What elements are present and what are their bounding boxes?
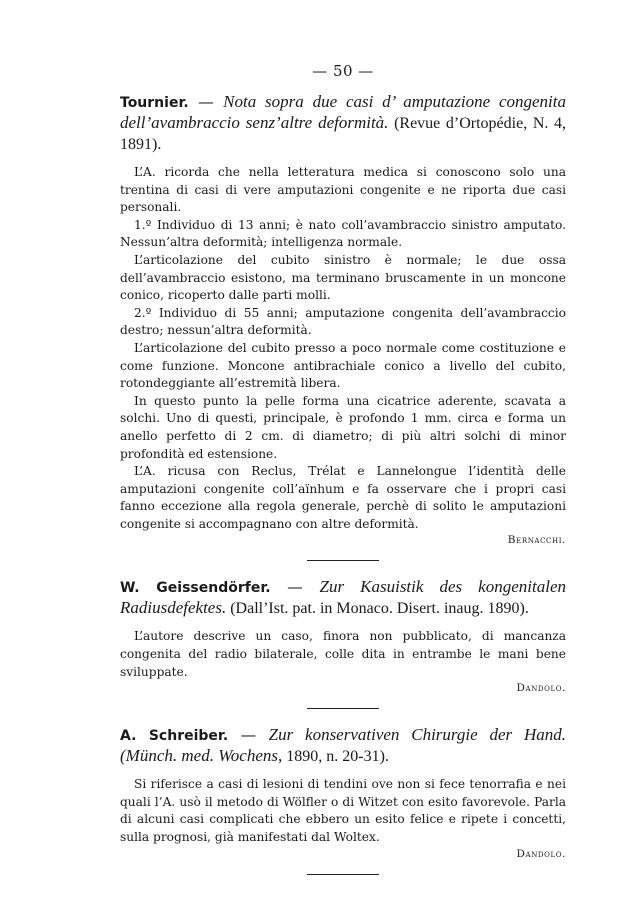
entry-heading <box>120 725 566 767</box>
paragraph: L’A. ricusa con Reclus, Trélat e Lannelongue l’identità delle amputazioni congenite coll’aïnhum e fa osservare che i propri casi fanno eccezione alla regola generale, perchè di solito le amputazioni congenite si accompagnano con altre deformità. <box>120 464 566 531</box>
divider <box>307 708 379 709</box>
entry-body <box>120 776 566 846</box>
review-entry <box>120 92 566 546</box>
reviewer-signature: Dandolo. <box>516 682 566 695</box>
paragraph: L’articolazione del cubito presso a poco normale come costituzione e come funzione. Moncone antibrachiale conico a livello del cubito, rotondeggiante all’estremità libera. <box>120 340 566 391</box>
entry-dash: — <box>228 726 269 745</box>
entry-dash: — <box>270 578 320 597</box>
paragraph: 2.º Individuo di 55 anni; amputazione congenita dell’avambraccio destro; nessun’altra deformità. <box>120 305 566 338</box>
review-entry <box>120 577 566 694</box>
paragraph: In questo punto la pelle forma una cicatrice aderente, scavata a solchi. Uno di questi, principale, è profondo 1 mm. circa e forma un anello perfetto di 2 cm. di diametro; di più altri solchi di minor profondità ed estensione. <box>120 393 566 461</box>
divider <box>307 560 379 561</box>
entry-source: (Dall’Ist. pat. in Monaco. Disert. inaug. 1890). <box>226 600 529 618</box>
paragraph: L’articolazione del cubito sinistro è normale; le due ossa dell’avambraccio esistono, ma terminano bruscamente in un moncone conico, ricoperto dalle parti molli. <box>120 252 566 303</box>
paragraph: L’A. ricorda che nella letteratura medica si conoscono solo una trentina di casi di vere amputazioni congenite e ne riporta due casi personali. <box>120 165 566 215</box>
entry-heading <box>120 92 566 155</box>
reviewer-signature: Dandolo. <box>516 847 566 860</box>
entry-dash: — <box>188 93 224 111</box>
paragraph: L’autore descrive un caso, finora non pubblicato, di mancanza congenita del radio bilaterale, colle dita in entrambe le mani bene sviluppate. <box>120 629 566 679</box>
entry-title: Zur Kasuistik des kongenitalen Radiusdefektes. <box>120 577 566 618</box>
review-entry <box>120 725 566 859</box>
entry-author: Tournier. <box>120 95 189 111</box>
entry-title: Nota sopra due casi d’ amputazione congenita dell’avambraccio senz’altre deformità. <box>120 92 567 132</box>
entry-author: W. Geissendörfer. <box>120 580 271 597</box>
reviewer-signature: Bernacchi. <box>507 534 566 547</box>
divider <box>307 874 379 875</box>
paragraph: 1.º Individuo di 13 anni; è nato coll’avambraccio sinistro amputato. Nessun’altra deformità; intelligenza normale. <box>120 217 566 250</box>
entry-source: (Revue d’Ortopédie, N. 4, 1891). <box>120 115 566 153</box>
entry-source: 1890, n. 20-31). <box>282 748 389 766</box>
page <box>120 62 566 891</box>
entry-heading <box>120 577 566 619</box>
entry-author: A. Schreiber. <box>120 728 229 745</box>
paragraph: Si riferisce a casi di lesioni di tendini ove non si fece tenorrafia e nei quali l’A. usò il metodo di Wölfler o di Witzet con esito favorevole. Parla di alcuni casi complicati che ebbero un esito felice e ripete i concetti, sulla prognosi, già manifestati dal Woltex. <box>120 777 566 845</box>
entry-title: Zur konservativen Chirurgie der Hand. (Münch. med. Wochens, <box>120 725 566 766</box>
entry-body <box>120 628 566 681</box>
page-number: — 50 — <box>312 62 374 80</box>
entry-body <box>120 164 566 533</box>
